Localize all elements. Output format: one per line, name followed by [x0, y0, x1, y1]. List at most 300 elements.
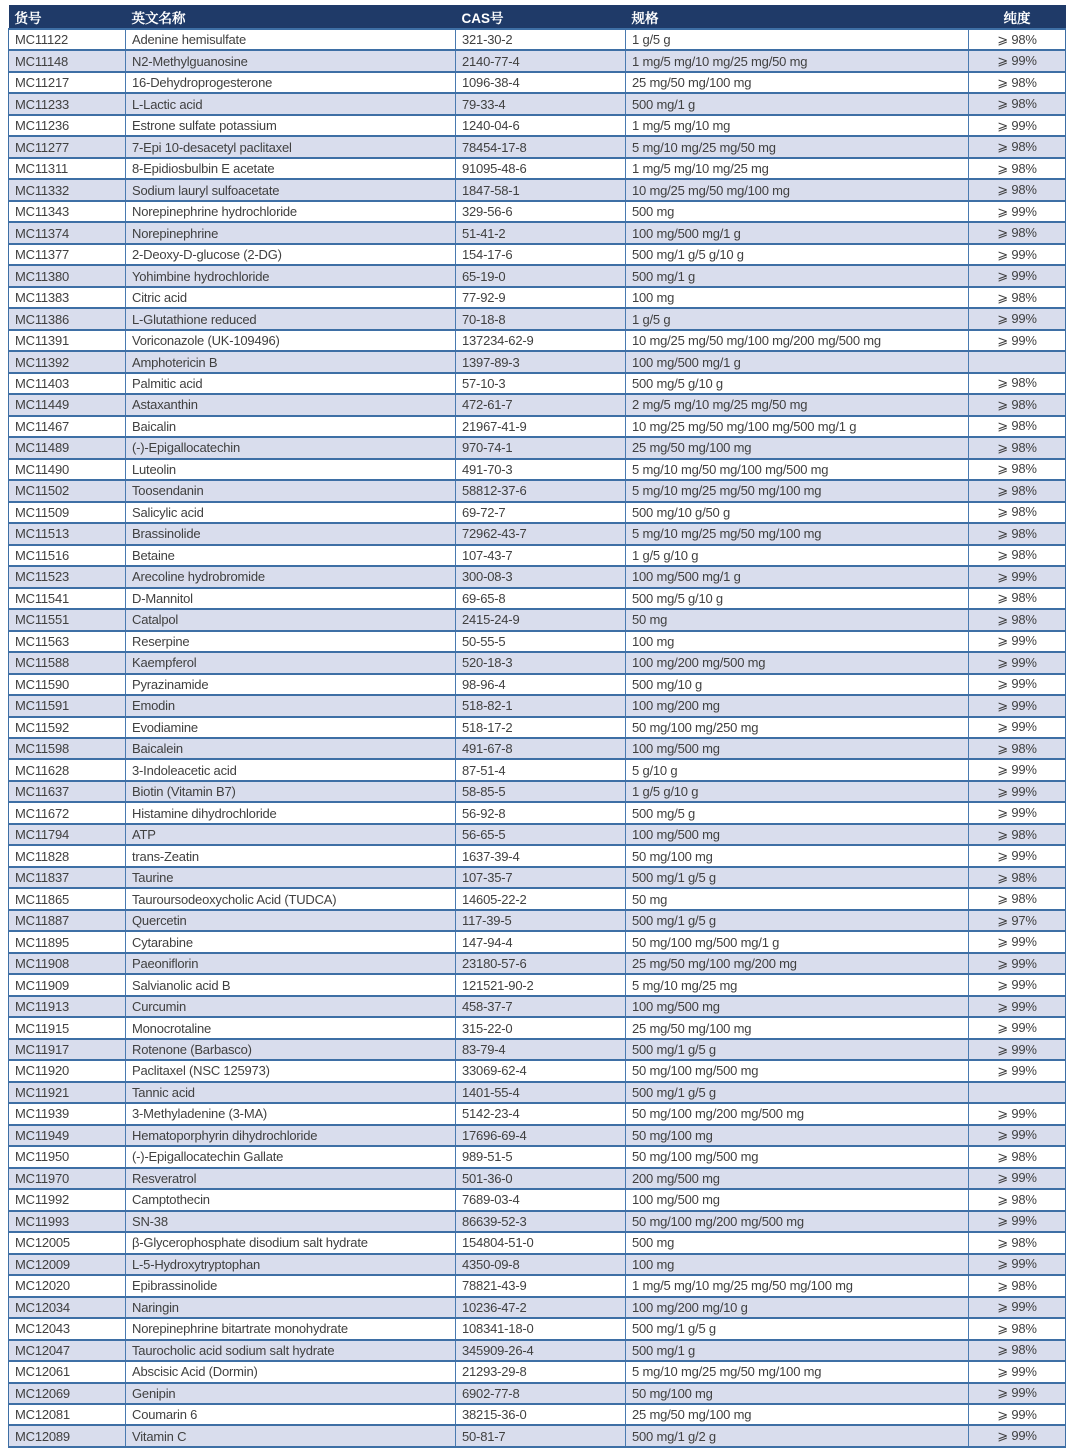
cell-purity: ⩾ 98%: [969, 93, 1066, 114]
table-row: [9, 1254, 1066, 1275]
cell-cas: 989-51-5: [456, 1146, 626, 1167]
cell-cas: 87-51-4: [456, 759, 626, 780]
header-row: [9, 5, 1066, 29]
cell-name: (-)-Epigallocatechin Gallate: [126, 1146, 456, 1167]
cell-code: MC11516: [9, 545, 126, 566]
cell-purity: ⩾ 98%: [969, 287, 1066, 308]
cell-name: 16-Dehydroprogesterone: [126, 72, 456, 93]
cell-cas: 83-79-4: [456, 1039, 626, 1060]
cell-code: MC11551: [9, 609, 126, 630]
table-row: [9, 1039, 1066, 1060]
table-row: [9, 674, 1066, 695]
cell-spec: 500 mg/1 g/5 g: [626, 867, 969, 888]
cell-code: MC11523: [9, 566, 126, 587]
cell-purity: ⩾ 99%: [969, 265, 1066, 286]
table-row: [9, 759, 1066, 780]
cell-purity: ⩾ 98%: [969, 888, 1066, 909]
cell-name: Amphotericin B: [126, 351, 456, 372]
cell-code: MC11921: [9, 1082, 126, 1103]
table-row: [9, 72, 1066, 93]
cell-cas: 5142-23-4: [456, 1103, 626, 1124]
cell-name: Epibrassinolide: [126, 1275, 456, 1296]
cell-spec: 50 mg: [626, 609, 969, 630]
table-row: [9, 910, 1066, 931]
cell-cas: 78454-17-8: [456, 136, 626, 157]
cell-name: Betaine: [126, 545, 456, 566]
cell-code: MC11939: [9, 1103, 126, 1124]
cell-code: MC11374: [9, 222, 126, 243]
table-row: [9, 265, 1066, 286]
cell-code: MC11122: [9, 29, 126, 50]
cell-name: 2-Deoxy-D-glucose (2-DG): [126, 244, 456, 265]
cell-name: L-Glutathione reduced: [126, 308, 456, 329]
table-row: [9, 244, 1066, 265]
table-row: [9, 1017, 1066, 1038]
cell-spec: 50 mg/100 mg/500 mg: [626, 1060, 969, 1081]
cell-spec: 1 mg/5 mg/10 mg: [626, 115, 969, 136]
cell-spec: 50 mg/100 mg/200 mg/500 mg: [626, 1103, 969, 1124]
cell-code: MC11449: [9, 394, 126, 415]
cell-purity: ⩾ 99%: [969, 1297, 1066, 1318]
table-row: [9, 50, 1066, 71]
cell-spec: 100 mg/500 mg/1 g: [626, 351, 969, 372]
cell-purity: ⩾ 99%: [969, 1211, 1066, 1232]
table-row: [9, 781, 1066, 802]
cell-purity: ⩾ 98%: [969, 136, 1066, 157]
cell-code: MC11794: [9, 824, 126, 845]
cell-purity: ⩾ 99%: [969, 1254, 1066, 1275]
table-row: [9, 201, 1066, 222]
cell-cas: 329-56-6: [456, 201, 626, 222]
cell-cas: 7689-03-4: [456, 1189, 626, 1210]
column-header-cas: CAS号: [456, 5, 626, 29]
cell-purity: ⩾ 99%: [969, 674, 1066, 695]
cell-spec: 5 mg/10 mg/25 mg/50 mg/100 mg: [626, 523, 969, 544]
cell-cas: 98-96-4: [456, 674, 626, 695]
cell-code: MC11993: [9, 1211, 126, 1232]
table-row: [9, 1189, 1066, 1210]
cell-cas: 72962-43-7: [456, 523, 626, 544]
column-header-spec: 规格: [626, 5, 969, 29]
cell-cas: 1096-38-4: [456, 72, 626, 93]
table-row: [9, 437, 1066, 458]
table-body: [9, 29, 1066, 1447]
cell-code: MC12081: [9, 1404, 126, 1425]
cell-name: 3-Methyladenine (3-MA): [126, 1103, 456, 1124]
cell-spec: 10 mg/25 mg/50 mg/100 mg/200 mg/500 mg: [626, 330, 969, 351]
cell-cas: 86639-52-3: [456, 1211, 626, 1232]
cell-spec: 50 mg/100 mg/500 mg: [626, 1146, 969, 1167]
cell-code: MC11509: [9, 502, 126, 523]
cell-purity: ⩾ 99%: [969, 1103, 1066, 1124]
cell-code: MC11949: [9, 1125, 126, 1146]
cell-cas: 2140-77-4: [456, 50, 626, 71]
cell-cas: 472-61-7: [456, 394, 626, 415]
table-row: [9, 459, 1066, 480]
table-row: [9, 974, 1066, 995]
cell-spec: 500 mg: [626, 1232, 969, 1253]
cell-name: SN-38: [126, 1211, 456, 1232]
cell-cas: 65-19-0: [456, 265, 626, 286]
cell-spec: 50 mg/100 mg/200 mg/500 mg: [626, 1211, 969, 1232]
cell-cas: 69-72-7: [456, 502, 626, 523]
cell-spec: 500 mg/5 g/10 g: [626, 373, 969, 394]
cell-name: Reserpine: [126, 631, 456, 652]
cell-name: Cytarabine: [126, 931, 456, 952]
cell-code: MC11970: [9, 1168, 126, 1189]
table-row: [9, 1060, 1066, 1081]
table-row: [9, 136, 1066, 157]
table-row: [9, 738, 1066, 759]
cell-code: MC11895: [9, 931, 126, 952]
cell-spec: 10 mg/25 mg/50 mg/100 mg/500 mg/1 g: [626, 416, 969, 437]
cell-cas: 38215-36-0: [456, 1404, 626, 1425]
cell-cas: 58-85-5: [456, 781, 626, 802]
table-row: [9, 953, 1066, 974]
cell-code: MC12069: [9, 1383, 126, 1404]
cell-code: MC11909: [9, 974, 126, 995]
cell-name: Luteolin: [126, 459, 456, 480]
table-row: [9, 330, 1066, 351]
cell-code: MC12043: [9, 1318, 126, 1339]
cell-cas: 21293-29-8: [456, 1361, 626, 1382]
cell-purity: ⩾ 99%: [969, 1017, 1066, 1038]
cell-code: MC11403: [9, 373, 126, 394]
cell-purity: ⩾ 98%: [969, 1340, 1066, 1361]
cell-code: MC11992: [9, 1189, 126, 1210]
table-row: [9, 1082, 1066, 1103]
cell-code: MC11392: [9, 351, 126, 372]
table-row: [9, 931, 1066, 952]
cell-purity: ⩾ 99%: [969, 974, 1066, 995]
cell-cas: 1397-89-3: [456, 351, 626, 372]
table-row: [9, 996, 1066, 1017]
cell-code: MC11490: [9, 459, 126, 480]
table-row: [9, 1383, 1066, 1404]
table-row: [9, 287, 1066, 308]
cell-purity: ⩾ 99%: [969, 953, 1066, 974]
cell-spec: 25 mg/50 mg/100 mg: [626, 72, 969, 93]
cell-purity: ⩾ 99%: [969, 566, 1066, 587]
cell-purity: ⩾ 98%: [969, 523, 1066, 544]
table-row: [9, 158, 1066, 179]
cell-purity: ⩾ 98%: [969, 502, 1066, 523]
cell-code: MC11377: [9, 244, 126, 265]
cell-spec: 100 mg/200 mg: [626, 695, 969, 716]
cell-code: MC11590: [9, 674, 126, 695]
cell-cas: 501-36-0: [456, 1168, 626, 1189]
cell-cas: 458-37-7: [456, 996, 626, 1017]
cell-cas: 21967-41-9: [456, 416, 626, 437]
cell-spec: 100 mg/500 mg: [626, 738, 969, 759]
cell-purity: ⩾ 98%: [969, 1146, 1066, 1167]
cell-cas: 4350-09-8: [456, 1254, 626, 1275]
cell-purity: ⩾ 99%: [969, 50, 1066, 71]
cell-code: MC12009: [9, 1254, 126, 1275]
cell-purity: ⩾ 99%: [969, 717, 1066, 738]
table-row: [9, 351, 1066, 372]
cell-cas: 491-70-3: [456, 459, 626, 480]
cell-purity: ⩾ 99%: [969, 631, 1066, 652]
cell-cas: 137234-62-9: [456, 330, 626, 351]
table-row: [9, 545, 1066, 566]
cell-cas: 321-30-2: [456, 29, 626, 50]
cell-cas: 77-92-9: [456, 287, 626, 308]
cell-code: MC11588: [9, 652, 126, 673]
cell-name: Yohimbine hydrochloride: [126, 265, 456, 286]
table-row: [9, 308, 1066, 329]
table-row: [9, 373, 1066, 394]
cell-code: MC11592: [9, 717, 126, 738]
cell-spec: 2 mg/5 mg/10 mg/25 mg/50 mg: [626, 394, 969, 415]
cell-name: Norepinephrine hydrochloride: [126, 201, 456, 222]
cell-name: Norepinephrine bitartrate monohydrate: [126, 1318, 456, 1339]
cell-cas: 56-65-5: [456, 824, 626, 845]
cell-spec: 500 mg/1 g/5 g/10 g: [626, 244, 969, 265]
cell-spec: 100 mg/500 mg: [626, 1189, 969, 1210]
cell-purity: ⩾ 99%: [969, 845, 1066, 866]
cell-cas: 91095-48-6: [456, 158, 626, 179]
cell-purity: ⩾ 99%: [969, 308, 1066, 329]
cell-cas: 117-39-5: [456, 910, 626, 931]
cell-spec: 5 mg/10 mg/25 mg: [626, 974, 969, 995]
cell-cas: 50-55-5: [456, 631, 626, 652]
cell-name: Biotin (Vitamin B7): [126, 781, 456, 802]
cell-spec: 25 mg/50 mg/100 mg: [626, 1017, 969, 1038]
table-row: [9, 695, 1066, 716]
cell-name: Voriconazole (UK-109496): [126, 330, 456, 351]
table-row: [9, 1103, 1066, 1124]
cell-name: Norepinephrine: [126, 222, 456, 243]
cell-code: MC12020: [9, 1275, 126, 1296]
cell-cas: 107-43-7: [456, 545, 626, 566]
cell-spec: 100 mg: [626, 631, 969, 652]
cell-name: D-Mannitol: [126, 588, 456, 609]
cell-code: MC11502: [9, 480, 126, 501]
table-row: [9, 93, 1066, 114]
cell-name: N2-Methylguanosine: [126, 50, 456, 71]
cell-code: MC11915: [9, 1017, 126, 1038]
cell-cas: 520-18-3: [456, 652, 626, 673]
cell-spec: 500 mg/1 g/5 g: [626, 1039, 969, 1060]
cell-code: MC11865: [9, 888, 126, 909]
cell-code: MC11541: [9, 588, 126, 609]
table-row: [9, 1275, 1066, 1296]
cell-purity: ⩾ 99%: [969, 1404, 1066, 1425]
cell-name: Naringin: [126, 1297, 456, 1318]
table-row: [9, 502, 1066, 523]
cell-spec: 100 mg/500 mg: [626, 824, 969, 845]
cell-spec: 500 mg/1 g: [626, 93, 969, 114]
table-row: [9, 588, 1066, 609]
cell-code: MC11837: [9, 867, 126, 888]
cell-name: Resveratrol: [126, 1168, 456, 1189]
cell-code: MC11383: [9, 287, 126, 308]
cell-name: Genipin: [126, 1383, 456, 1404]
table-row: [9, 179, 1066, 200]
cell-cas: 17696-69-4: [456, 1125, 626, 1146]
cell-name: Evodiamine: [126, 717, 456, 738]
table-row: [9, 717, 1066, 738]
cell-name: Salicylic acid: [126, 502, 456, 523]
cell-purity: ⩾ 98%: [969, 416, 1066, 437]
cell-purity: ⩾ 98%: [969, 179, 1066, 200]
cell-code: MC12089: [9, 1425, 126, 1447]
cell-code: MC11386: [9, 308, 126, 329]
table-row: [9, 652, 1066, 673]
table-row: [9, 480, 1066, 501]
column-header-name: 英文名称: [126, 5, 456, 29]
cell-spec: 1 mg/5 mg/10 mg/25 mg: [626, 158, 969, 179]
cell-name: Palmitic acid: [126, 373, 456, 394]
cell-cas: 1240-04-6: [456, 115, 626, 136]
cell-spec: 5 mg/10 mg/25 mg/50 mg/100 mg: [626, 480, 969, 501]
cell-spec: 5 mg/10 mg/50 mg/100 mg/500 mg: [626, 459, 969, 480]
cell-cas: 56-92-8: [456, 802, 626, 823]
cell-name: 7-Epi 10-desacetyl paclitaxel: [126, 136, 456, 157]
cell-cas: 491-67-8: [456, 738, 626, 759]
cell-spec: 50 mg: [626, 888, 969, 909]
cell-name: 8-Epidiosbulbin E acetate: [126, 158, 456, 179]
table-row: [9, 29, 1066, 50]
cell-spec: 1 g/5 g: [626, 308, 969, 329]
cell-name: Brassinolide: [126, 523, 456, 544]
table-row: [9, 222, 1066, 243]
cell-code: MC11628: [9, 759, 126, 780]
cell-code: MC11343: [9, 201, 126, 222]
cell-spec: 100 mg/500 mg: [626, 996, 969, 1017]
cell-spec: 500 mg/1 g: [626, 265, 969, 286]
cell-spec: 5 g/10 g: [626, 759, 969, 780]
table-row: [9, 1211, 1066, 1232]
cell-spec: 5 mg/10 mg/25 mg/50 mg/100 mg: [626, 1361, 969, 1382]
cell-name: Arecoline hydrobromide: [126, 566, 456, 587]
cell-spec: 500 mg/10 g/50 g: [626, 502, 969, 523]
cell-cas: 1401-55-4: [456, 1082, 626, 1103]
cell-spec: 500 mg: [626, 201, 969, 222]
cell-name: Tauroursodeoxycholic Acid (TUDCA): [126, 888, 456, 909]
cell-name: Rotenone (Barbasco): [126, 1039, 456, 1060]
cell-purity: ⩾ 99%: [969, 781, 1066, 802]
cell-code: MC11637: [9, 781, 126, 802]
cell-purity: ⩾ 99%: [969, 759, 1066, 780]
cell-spec: 500 mg/1 g: [626, 1340, 969, 1361]
cell-cas: 300-08-3: [456, 566, 626, 587]
cell-cas: 518-17-2: [456, 717, 626, 738]
table-row: [9, 566, 1066, 587]
cell-cas: 79-33-4: [456, 93, 626, 114]
table-row: [9, 824, 1066, 845]
cell-code: MC11217: [9, 72, 126, 93]
cell-spec: 100 mg: [626, 287, 969, 308]
cell-purity: ⩾ 98%: [969, 867, 1066, 888]
table-row: [9, 609, 1066, 630]
cell-cas: 10236-47-2: [456, 1297, 626, 1318]
cell-name: Histamine dihydrochloride: [126, 802, 456, 823]
cell-purity: ⩾ 99%: [969, 330, 1066, 351]
cell-spec: 500 mg/1 g/5 g: [626, 910, 969, 931]
cell-spec: 100 mg/200 mg/500 mg: [626, 652, 969, 673]
table-row: [9, 1318, 1066, 1339]
cell-spec: 100 mg/500 mg/1 g: [626, 222, 969, 243]
cell-purity: ⩾ 99%: [969, 1125, 1066, 1146]
cell-name: (-)-Epigallocatechin: [126, 437, 456, 458]
cell-spec: 100 mg/200 mg/10 g: [626, 1297, 969, 1318]
cell-name: Coumarin 6: [126, 1404, 456, 1425]
cell-name: trans-Zeatin: [126, 845, 456, 866]
cell-spec: 200 mg/500 mg: [626, 1168, 969, 1189]
column-header-code: 货号: [9, 5, 126, 29]
cell-cas: 14605-22-2: [456, 888, 626, 909]
cell-purity: ⩾ 98%: [969, 609, 1066, 630]
cell-code: MC11513: [9, 523, 126, 544]
cell-spec: 50 mg/100 mg: [626, 845, 969, 866]
cell-code: MC12047: [9, 1340, 126, 1361]
cell-purity: ⩾ 99%: [969, 802, 1066, 823]
cell-code: MC11917: [9, 1039, 126, 1060]
cell-code: MC11380: [9, 265, 126, 286]
table-row: [9, 1404, 1066, 1425]
cell-purity: ⩾ 98%: [969, 72, 1066, 93]
cell-cas: 1637-39-4: [456, 845, 626, 866]
table-row: [9, 888, 1066, 909]
cell-name: Citric acid: [126, 287, 456, 308]
cell-purity: ⩾ 99%: [969, 244, 1066, 265]
cell-cas: 1847-58-1: [456, 179, 626, 200]
cell-cas: 2415-24-9: [456, 609, 626, 630]
cell-spec: 50 mg/100 mg/500 mg/1 g: [626, 931, 969, 952]
cell-cas: 315-22-0: [456, 1017, 626, 1038]
table-row: [9, 631, 1066, 652]
cell-code: MC12034: [9, 1297, 126, 1318]
cell-spec: 1 g/5 g: [626, 29, 969, 50]
cell-code: MC11277: [9, 136, 126, 157]
cell-spec: 500 mg/5 g/10 g: [626, 588, 969, 609]
cell-purity: [969, 351, 1066, 372]
cell-name: Astaxanthin: [126, 394, 456, 415]
cell-code: MC11591: [9, 695, 126, 716]
cell-purity: ⩾ 98%: [969, 437, 1066, 458]
cell-code: MC11311: [9, 158, 126, 179]
cell-purity: ⩾ 99%: [969, 115, 1066, 136]
cell-cas: 57-10-3: [456, 373, 626, 394]
cell-purity: ⩾ 98%: [969, 588, 1066, 609]
cell-purity: ⩾ 98%: [969, 158, 1066, 179]
cell-name: Abscisic Acid (Dormin): [126, 1361, 456, 1382]
cell-name: Adenine hemisulfate: [126, 29, 456, 50]
cell-purity: ⩾ 98%: [969, 1275, 1066, 1296]
cell-cas: 6902-77-8: [456, 1383, 626, 1404]
cell-code: MC11332: [9, 179, 126, 200]
cell-name: L-5-Hydroxytryptophan: [126, 1254, 456, 1275]
cell-cas: 70-18-8: [456, 308, 626, 329]
cell-cas: 154-17-6: [456, 244, 626, 265]
cell-name: Quercetin: [126, 910, 456, 931]
table-row: [9, 523, 1066, 544]
table-row: [9, 1232, 1066, 1253]
cell-code: MC12061: [9, 1361, 126, 1382]
cell-purity: ⩾ 98%: [969, 1232, 1066, 1253]
cell-code: MC11489: [9, 437, 126, 458]
cell-name: Pyrazinamide: [126, 674, 456, 695]
cell-name: Baicalein: [126, 738, 456, 759]
cell-cas: 970-74-1: [456, 437, 626, 458]
table-row: [9, 1340, 1066, 1361]
cell-cas: 78821-43-9: [456, 1275, 626, 1296]
cell-name: Kaempferol: [126, 652, 456, 673]
cell-name: Taurocholic acid sodium salt hydrate: [126, 1340, 456, 1361]
cell-code: MC11148: [9, 50, 126, 71]
